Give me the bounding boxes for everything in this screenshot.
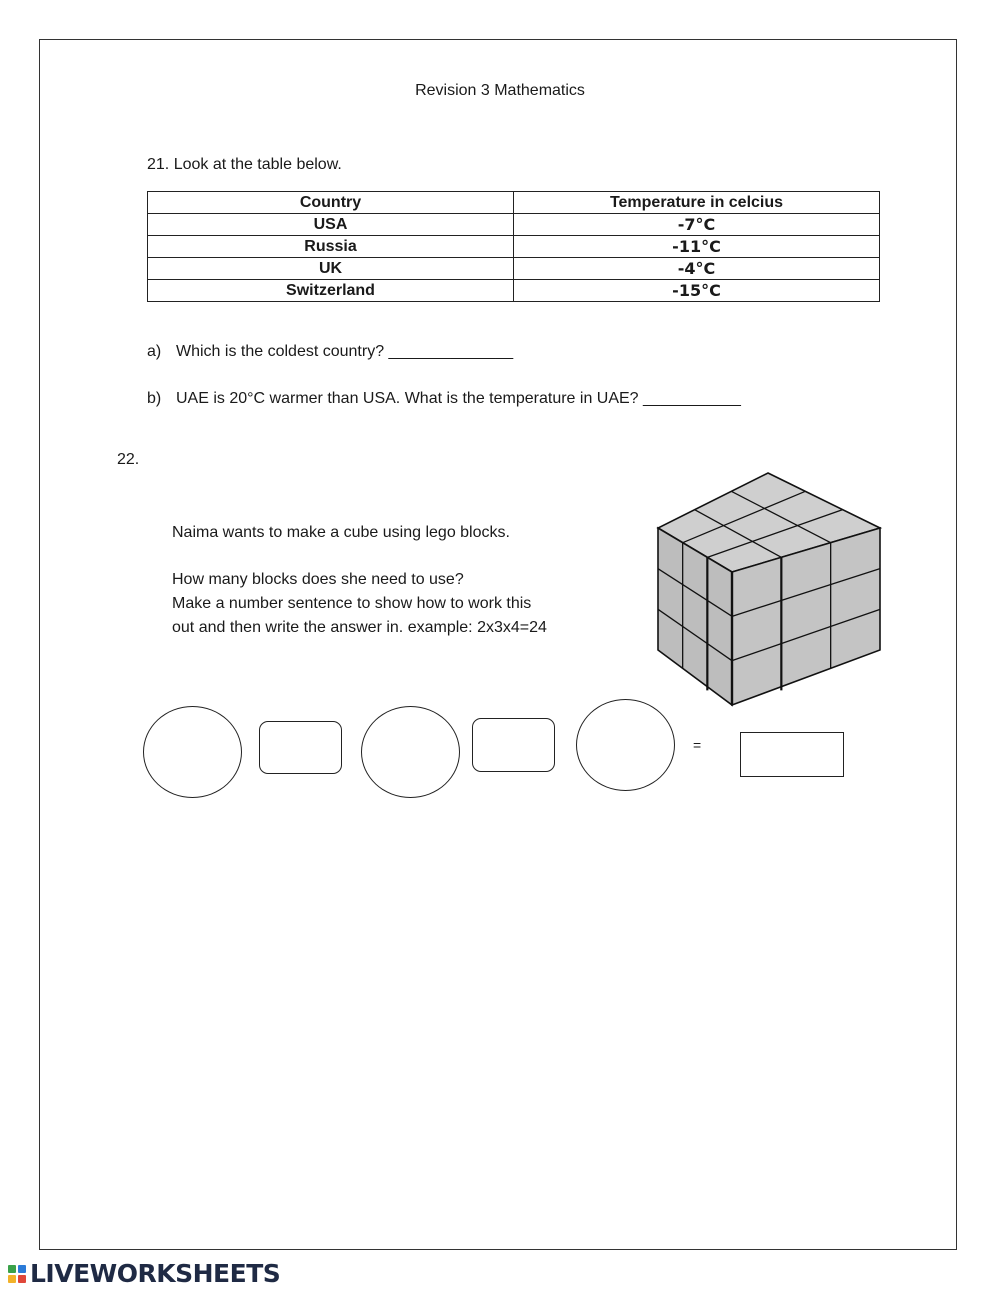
operator-box-2[interactable] — [472, 718, 555, 772]
logo-icon — [8, 1265, 26, 1283]
table-row — [148, 258, 880, 280]
temperature-cell: -11°C — [514, 236, 880, 258]
operator-box-1[interactable] — [259, 721, 342, 774]
temperature-cell: -4°C — [514, 258, 880, 280]
question-22-line-2: How many blocks does she need to use? — [172, 571, 464, 588]
country-cell: Russia — [148, 236, 514, 258]
table-row — [148, 280, 880, 302]
logo-square — [8, 1275, 16, 1283]
logo-square — [18, 1265, 26, 1273]
question-21b-text: UAE is 20°C warmer than USA. What is the temperature in UAE? ___________ — [176, 390, 741, 407]
question-22-line-4: out and then write the answer in. example: 2x3x4=24 — [172, 619, 547, 636]
country-cell: USA — [148, 214, 514, 236]
question-22-line-3: Make a number sentence to show how to work this — [172, 595, 532, 612]
country-cell: UK — [148, 258, 514, 280]
temperature-cell: -7°C — [514, 214, 880, 236]
question-21a-letter: a) — [147, 343, 162, 360]
table-row — [148, 214, 880, 236]
number-circle-2[interactable] — [361, 706, 460, 798]
question-22-line-1: Naima wants to make a cube using lego blocks. — [172, 524, 510, 541]
column-header-temperature: Temperature in celcius — [514, 192, 880, 214]
logo-text: LIVEWORKSHEETS — [30, 1259, 281, 1288]
answer-box[interactable] — [740, 732, 844, 777]
number-circle-1[interactable] — [143, 706, 242, 798]
cube-grid — [658, 473, 880, 705]
lego-cube-image — [648, 470, 888, 715]
question-22-number: 22. — [117, 451, 140, 468]
liveworksheets-logo — [8, 1259, 280, 1288]
temperature-cell: -15°C — [514, 280, 880, 302]
table-row — [148, 236, 880, 258]
logo-square — [18, 1275, 26, 1283]
number-circle-3[interactable] — [576, 699, 675, 791]
column-header-country: Country — [148, 192, 514, 214]
question-21b — [147, 390, 741, 408]
question-21b-letter: b) — [147, 390, 162, 407]
temperature-table — [147, 191, 880, 302]
table-header-row — [148, 192, 880, 214]
logo-square — [8, 1265, 16, 1273]
question-21-intro: 21. Look at the table below. — [147, 156, 342, 173]
page-title: Revision 3 Mathematics — [415, 82, 585, 99]
country-cell: Switzerland — [148, 280, 514, 302]
question-21a — [147, 343, 513, 361]
question-21a-text: Which is the coldest country? ______________ — [176, 343, 514, 360]
equals-sign: = — [693, 737, 702, 753]
